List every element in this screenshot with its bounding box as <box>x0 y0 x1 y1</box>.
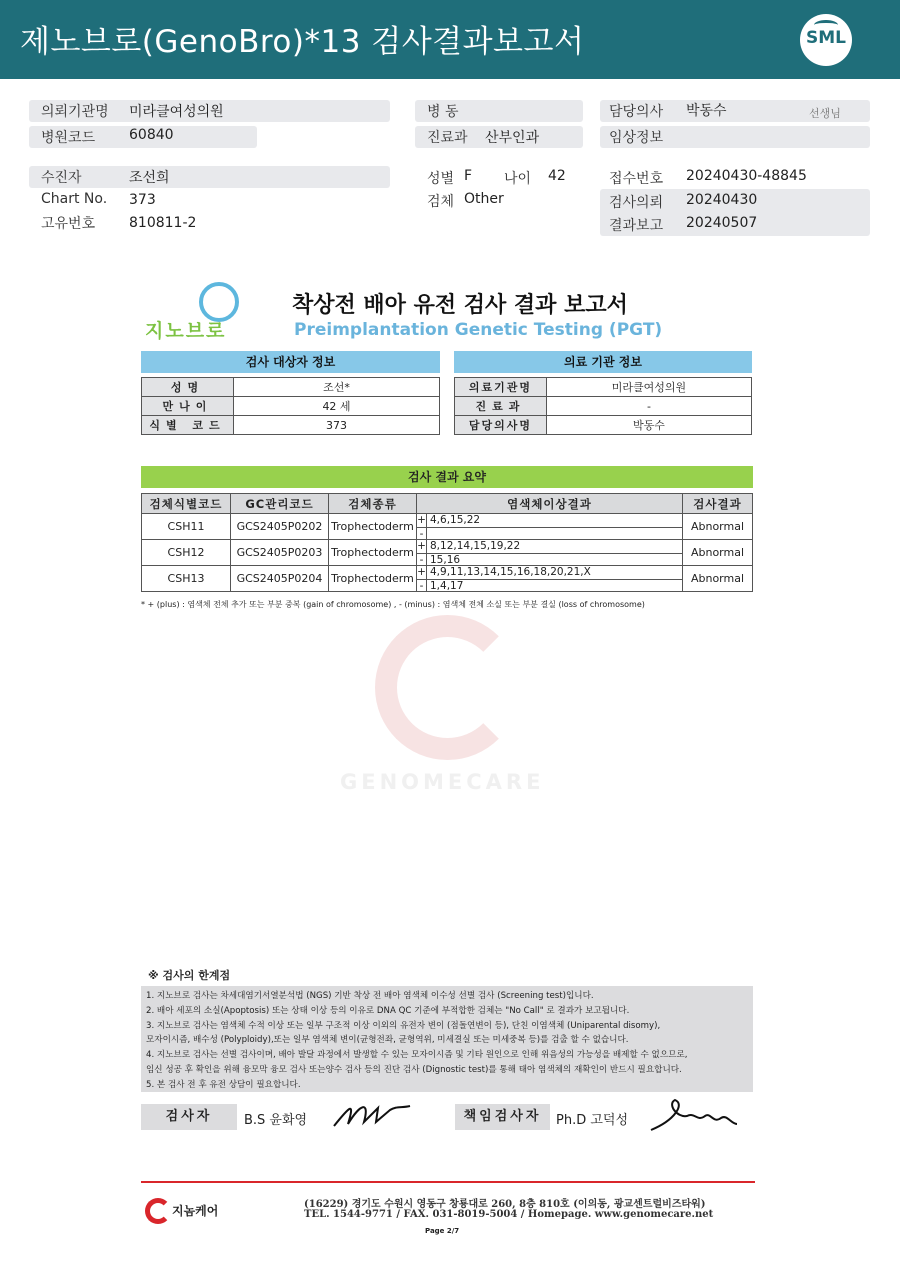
company-address: (16229) 경기도 수원시 영동구 창룡대로 260, 8층 810호 (이의동, 광교센트럴비즈타워) <box>304 1199 706 1210</box>
minus-sign: - <box>417 554 427 566</box>
limitations-box <box>141 986 753 1092</box>
gain-list: 8,12,14,15,19,22 <box>430 540 521 552</box>
summary-header: 검사 결과 요약 <box>141 466 753 488</box>
plus-sign: + <box>417 566 426 578</box>
subject-key: 만나이 <box>142 397 234 416</box>
gc-code: GCS2405P0203 <box>231 540 329 566</box>
specimen-label: 검체 <box>427 194 455 210</box>
page-number: Page 2/7 <box>425 1227 460 1235</box>
id-value: 810811-2 <box>129 215 197 231</box>
plus-sign: + <box>417 540 426 552</box>
gain-list: 4,9,11,13,14,15,16,18,20,21,X <box>430 566 591 578</box>
responsible-signature-icon <box>645 1094 740 1136</box>
limitation-line: 임신 성공 후 확인을 위해 융모막 융모 검사 또는양수 검사 등의 진단 검사 (Dignostic test)를 통해 태아 염색체의 재확인이 반드시 필요합니다. <box>146 1064 682 1075</box>
doctor-suffix: 선생님 <box>809 107 841 120</box>
limitation-line: 1. 지노브로 검사는 차세대염기서열분석법 (NGS) 기반 착상 전 배아 염색체 이수성 선별 검사 (Screening test)입니다. <box>146 991 594 1001</box>
ward-label: 병 동 <box>427 104 459 120</box>
watermark-text: GENOMECARE <box>340 770 545 794</box>
sample-code: CSH12 <box>142 540 231 566</box>
chromosome-result <box>417 514 683 540</box>
responsible-name: Ph.D 고덕성 <box>556 1113 629 1128</box>
patient-label: 수진자 <box>41 170 82 186</box>
limitation-line: 4. 지노브로 검사는 선별 검사이며, 배아 발달 과정에서 발생할 수 있는 모자이시즘 및 기타 원인으로 인해 위음성의 가능성을 배제할 수 없으므로, <box>146 1050 688 1061</box>
loss-list: 15,16 <box>430 553 461 566</box>
results-table <box>141 493 753 592</box>
sml-logo <box>800 14 852 66</box>
id-label: 고유번호 <box>41 216 96 232</box>
subject-info-table <box>141 377 440 435</box>
hospital-code-value: 60840 <box>129 127 174 143</box>
inst-key: 담당의사명 <box>455 416 547 435</box>
report-title: 착상전 배아 유전 검사 결과 보고서 <box>292 293 628 318</box>
subject-key: 성명 <box>142 378 234 397</box>
limitation-line: 2. 배아 세포의 소실(Apoptosis) 또는 상태 이상 등의 이유로 DNA QC 기준에 부적합한 검체는 "No Call" 로 결과가 보고됩니다. <box>146 1005 630 1016</box>
chart-value: 373 <box>129 192 156 208</box>
doctor-label: 담당의사 <box>609 104 664 120</box>
header-bar <box>0 0 900 79</box>
examiner-signature-icon <box>330 1096 415 1136</box>
receipt-label: 접수번호 <box>609 171 664 187</box>
company-name: 지놈케어 <box>172 1204 219 1218</box>
doctor-value: 박동수 <box>686 103 727 119</box>
request-label: 검사의뢰 <box>609 195 664 211</box>
specimen-value: Other <box>464 191 504 207</box>
subject-value: 42 세 <box>234 397 440 416</box>
report-subtitle: Preimplantation Genetic Testing (PGT) <box>294 320 663 340</box>
col-header: 염색체이상결과 <box>417 494 683 514</box>
inst-key: 의료기관명 <box>455 378 547 397</box>
footer-divider <box>141 1181 755 1183</box>
plus-sign: + <box>417 514 426 526</box>
institution-value: 미라클여성의원 <box>129 104 224 120</box>
age-label: 나이 <box>504 171 532 187</box>
sample-code: CSH11 <box>142 514 231 540</box>
gc-code: GCS2405P0204 <box>231 566 329 592</box>
examiner-label: 검사자 <box>141 1104 237 1130</box>
institution-info-table <box>454 377 752 435</box>
receipt-value: 20240430-48845 <box>686 168 807 184</box>
chromosome-result <box>417 566 683 592</box>
sml-logo-text: SML <box>806 28 846 48</box>
company-contact: TEL. 1544-9771 / FAX. 031-8019-5004 / Homepage. www.genomecare.net <box>304 1209 714 1220</box>
results-footnote: * + (plus) : 염색체 전체 추가 또는 부분 중복 (gain of chromosome) , - (minus) : 염색체 전체 소실 또는 부분 결실 (loss of chromosome) <box>141 600 645 609</box>
dept-value: 산부인과 <box>485 130 540 146</box>
hospital-code-label: 병원코드 <box>41 130 96 146</box>
limitation-line: 모자이시즘, 배수성 (Polyploidy),또는 일부 염색체 변이(균형전좌, 균형역위, 미세결실 또는 미세중복 등)를 검출 할 수 없습니다. <box>146 1035 629 1046</box>
chart-label: Chart No. <box>41 191 108 207</box>
inst-value: - <box>547 397 752 416</box>
patient-value: 조선희 <box>129 170 170 186</box>
gain-list: 4,6,15,22 <box>430 514 481 526</box>
sample-type: Trophectoderm <box>329 514 417 540</box>
genobro-logo-text: 지노브로 <box>145 320 227 342</box>
clinical-label: 임상정보 <box>609 130 664 146</box>
subject-value: 조선* <box>234 378 440 397</box>
table-row <box>142 540 753 566</box>
dept-label: 진료과 <box>427 130 468 146</box>
sample-type: Trophectoderm <box>329 540 417 566</box>
test-result: Abnormal <box>683 566 753 592</box>
report-date-value: 20240507 <box>686 215 758 231</box>
sample-type: Trophectoderm <box>329 566 417 592</box>
table-row <box>142 514 753 540</box>
col-header: 검체식별코드 <box>142 494 231 514</box>
chromosome-result <box>417 540 683 566</box>
page-title: 제노브로(GenoBro)*13 검사결과보고서 <box>20 24 585 60</box>
examiner-name: B.S 윤화영 <box>244 1113 308 1128</box>
institution-info-header: 의료 기관 정보 <box>454 351 752 373</box>
limitations-title: ※ 검사의 한계점 <box>148 969 231 982</box>
limitation-line: 3. 지노브로 검사는 염색체 수적 이상 또는 일부 구조적 이상 이외의 유전자 변이 (점돌연변이 등), 단친 이염색체 (Uniparental disomy), <box>146 1020 661 1031</box>
subject-key: 식별 코드 <box>142 416 234 435</box>
sex-value: F <box>464 168 473 184</box>
sex-label: 성별 <box>427 171 455 187</box>
limitation-line: 5. 본 검사 전 후 유전 상담이 필요합니다. <box>146 1079 301 1090</box>
report-date-label: 결과보고 <box>609 218 664 234</box>
test-result: Abnormal <box>683 514 753 540</box>
minus-sign: - <box>417 580 427 592</box>
watermark-logo-icon <box>375 615 520 760</box>
col-header: 검사결과 <box>683 494 753 514</box>
institution-label: 의뢰기관명 <box>41 104 109 120</box>
field-bg <box>29 166 390 188</box>
col-header: GC관리코드 <box>231 494 329 514</box>
inst-key: 진료과 <box>455 397 547 416</box>
inst-value: 미라클여성의원 <box>547 378 752 397</box>
genomecare-logo-icon <box>145 1198 171 1224</box>
responsible-label: 책임검사자 <box>455 1104 550 1130</box>
inst-value: 박동수 <box>547 416 752 435</box>
subject-info-header: 검사 대상자 정보 <box>141 351 440 373</box>
minus-sign: - <box>417 528 427 540</box>
col-header: 검체종류 <box>329 494 417 514</box>
age-value: 42 <box>548 168 566 184</box>
subject-value: 373 <box>234 416 440 435</box>
table-row <box>142 566 753 592</box>
request-value: 20240430 <box>686 192 758 208</box>
test-result: Abnormal <box>683 540 753 566</box>
sample-code: CSH13 <box>142 566 231 592</box>
loss-list: 1,4,17 <box>430 579 464 592</box>
gc-code: GCS2405P0202 <box>231 514 329 540</box>
loss-list <box>427 528 430 540</box>
